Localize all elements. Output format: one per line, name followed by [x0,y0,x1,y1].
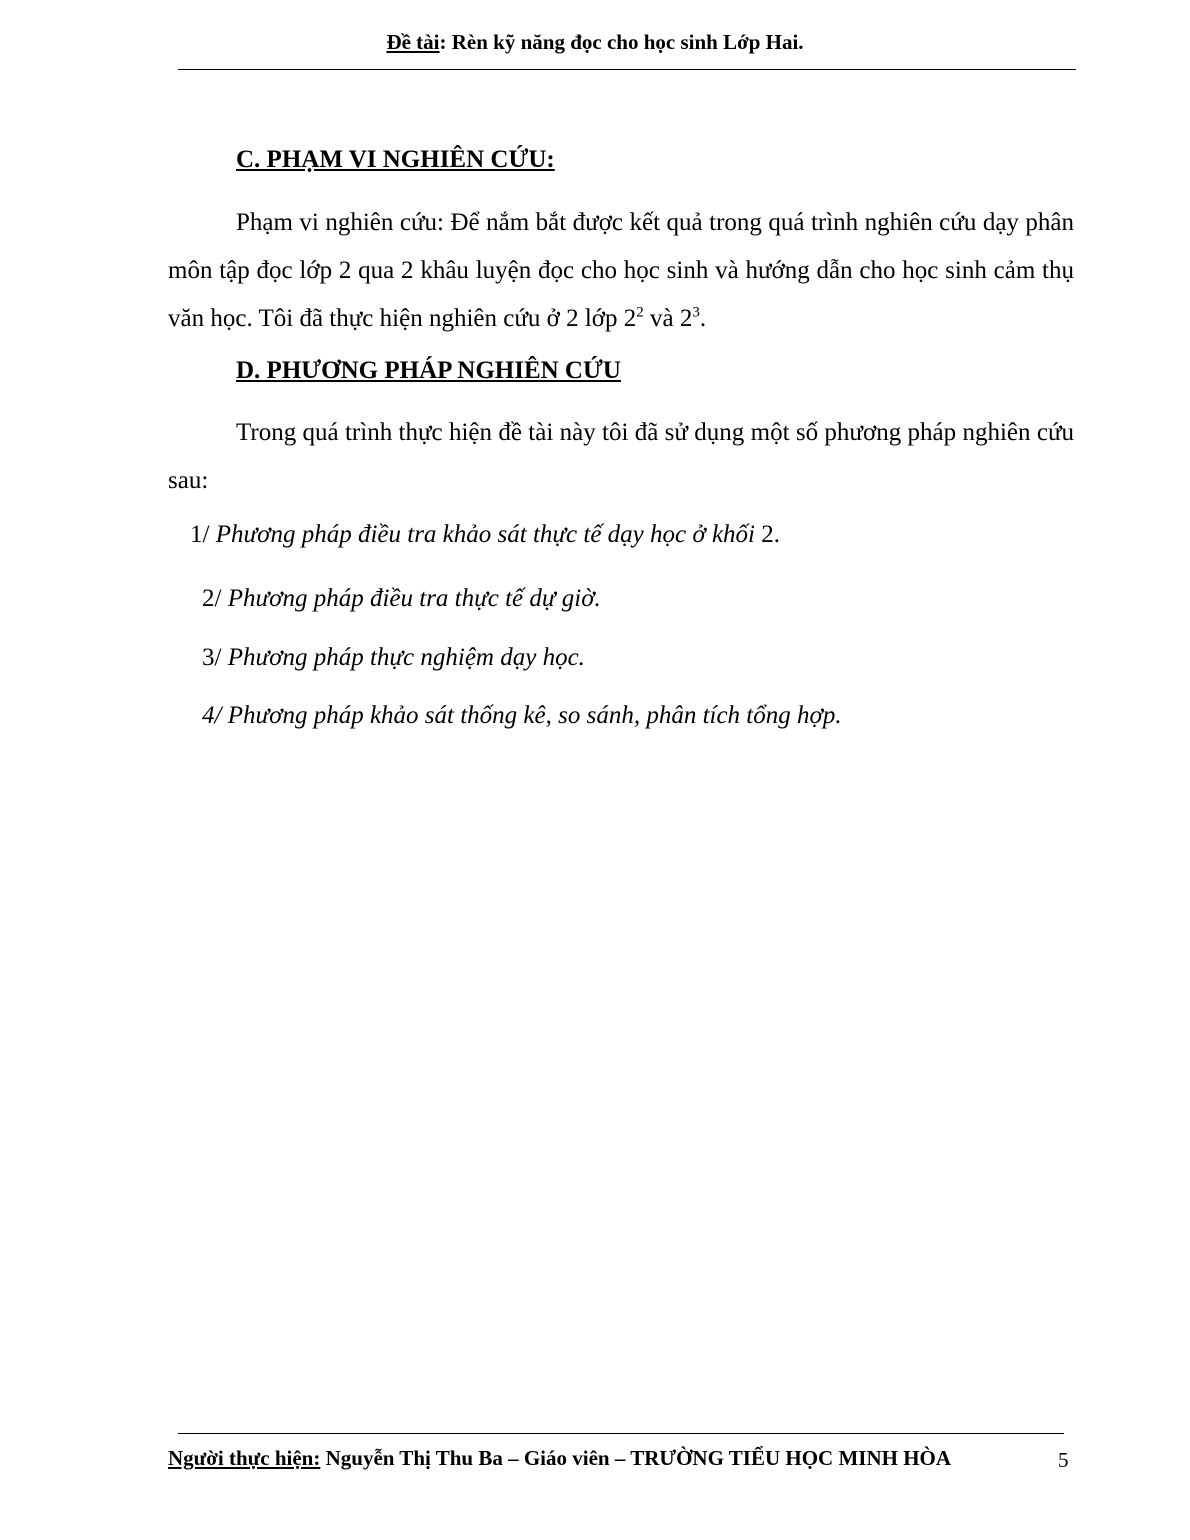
method-number: 2/ [202,585,228,612]
header-title: : Rèn kỹ năng đọc cho học sinh Lớp Hai. [439,30,804,54]
method-text: Phương pháp điều tra khảo sát thực tế dạy học ở khối [215,521,755,548]
section-c-end: . [699,305,707,332]
page-header [0,30,1190,55]
method-item-3 [202,644,585,672]
section-c-conjunction: và 2 [643,305,693,332]
page-number: 5 [1058,1448,1069,1472]
method-number: 1/ [190,521,216,548]
method-number: 4/ [202,702,228,729]
section-d-title: D. PHƯƠNG PHÁP NGHIÊN CỨU [236,357,621,384]
class-b-superscript: 3 [692,304,700,321]
page-footer [168,1446,951,1471]
section-c-text: Phạm vi nghiên cứu: Để nắm bắt được kết quả trong quá trình nghiên cứu dạy phân môn tập đọc lớp 2 qua 2 khâu luyện đọc cho học sinh và hướng dẫn cho học sinh cảm thụ văn học. Tôi đã thực hiện nghiên cứu ở 2 lớp 2 [168,209,1074,332]
section-d-text: Trong quá trình thực hiện đề tài này tôi đã sử dụng một số phương pháp nghiên cứu sau: [168,419,1074,494]
method-suffix: 2. [755,521,780,548]
footer-label: Người thực hiện: [168,1446,321,1470]
method-text: Phương pháp điều tra thực tế dự giờ. [227,585,601,612]
method-number: 3/ [202,644,228,671]
class-a-superscript: 2 [636,304,644,321]
method-item-1 [190,521,780,549]
method-item-2 [202,585,601,613]
method-item-4 [202,702,842,730]
header-divider [178,69,1076,70]
section-d-paragraph [168,409,1074,505]
footer-author: Nguyễn Thị Thu Ba – Giáo viên – TRƯỜNG TIỂU HỌC MINH HÒA [320,1446,952,1470]
method-text: Phương pháp thực nghiệm dạy học. [227,644,585,671]
section-c-title: C. PHẠM VI NGHIÊN CỨU: [236,146,555,173]
method-text: Phương pháp khảo sát thống kê, so sánh, phân tích tổng hợp. [227,702,842,729]
footer-divider [178,1433,1064,1434]
header-label: Đề tài [386,30,440,54]
section-c-paragraph [168,199,1074,343]
